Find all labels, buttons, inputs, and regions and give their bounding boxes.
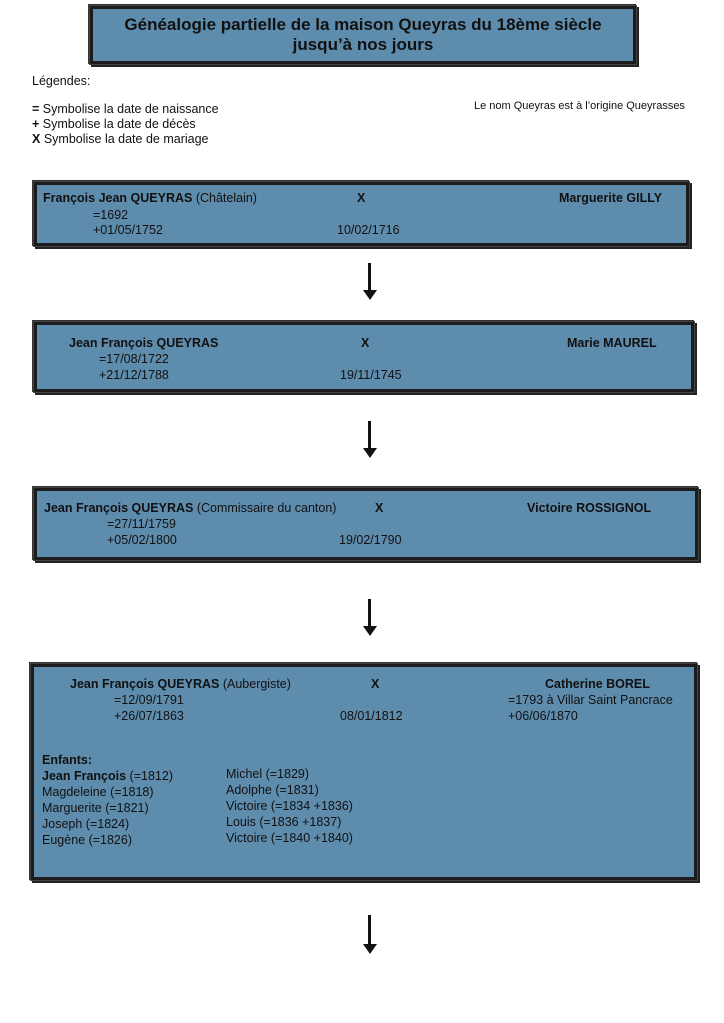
husband-name: Jean François QUEYRAS (69, 336, 219, 350)
husband-death: +21/12/1788 (99, 368, 169, 382)
marriage-symbol: X (371, 677, 380, 691)
husband-death: +01/05/1752 (93, 223, 163, 237)
child-item: Adolphe (=1831) (226, 783, 319, 797)
husband-line (44, 501, 336, 515)
marriage-date: 10/02/1716 (337, 223, 400, 237)
marriage-date: 08/01/1812 (340, 709, 403, 723)
page-title-line2: jusqu’à nos jours (292, 35, 434, 54)
legend-symbol: + (32, 117, 40, 131)
wife-death: +06/06/1870 (508, 709, 578, 723)
husband-line (43, 191, 257, 205)
generation-box-3 (34, 488, 698, 560)
husband-death: +05/02/1800 (107, 533, 177, 547)
child-item: Marguerite (=1821) (42, 801, 149, 815)
husband-role: (Châtelain) (192, 191, 257, 205)
husband-death: +26/07/1863 (114, 709, 184, 723)
legend-text: Symbolise la date de décès (39, 117, 196, 131)
child-item: Victoire (=1840 +1840) (226, 831, 353, 845)
husband-birth: =12/09/1791 (114, 693, 184, 707)
down-arrow-icon (363, 599, 377, 637)
marriage-symbol: X (357, 191, 366, 205)
marriage-symbol: X (375, 501, 384, 515)
husband-line (70, 677, 291, 691)
child-item: Michel (=1829) (226, 767, 310, 781)
legend-item-death (32, 117, 196, 132)
wife-name: Catherine BOREL (545, 677, 650, 691)
husband-name: Jean François QUEYRAS (70, 677, 220, 691)
legend-symbol: X (32, 132, 41, 146)
child-item: Joseph (=1824) (42, 817, 130, 831)
down-arrow-icon (363, 421, 377, 459)
down-arrow-icon (363, 263, 377, 301)
wife-birth: =1793 à Villar Saint Pancrace (508, 693, 673, 707)
husband-role: (Commissaire du canton) (193, 501, 337, 515)
child-item: Eugène (=1826) (42, 833, 133, 847)
legend-heading: Légendes: (32, 74, 91, 88)
marriage-date: 19/11/1745 (340, 368, 402, 382)
husband-birth: =1692 (93, 208, 129, 222)
child-item: Victoire (=1834 +1836) (226, 799, 353, 813)
name-origin-note: Le nom Queyras est à l’origine Queyrasses (474, 100, 685, 112)
husband-birth: =17/08/1722 (99, 352, 169, 366)
husband-name: Jean François QUEYRAS (44, 501, 194, 515)
legend-text: Symbolise la date de naissance (39, 102, 219, 116)
marriage-symbol: X (361, 336, 370, 350)
child-item: Louis (=1836 +1837) (226, 815, 342, 829)
wife-name: Marie MAUREL (567, 336, 657, 350)
children-heading: Enfants: (42, 753, 92, 767)
husband-role: (Aubergiste) (219, 677, 291, 691)
generation-box-2 (34, 322, 694, 392)
marriage-date: 19/02/1790 (339, 533, 402, 547)
page-title-line1: Généalogie partielle de la maison Queyras du 18ème siècle (124, 15, 602, 34)
child-item: Magdeleine (=1818) (42, 785, 154, 799)
title-banner (90, 6, 636, 64)
down-arrow-icon (363, 915, 377, 955)
legend-text: Symbolise la date de mariage (40, 132, 209, 146)
legend-symbol: = (32, 102, 40, 116)
legend-item-birth (32, 102, 219, 117)
husband-birth: =27/11/1759 (107, 517, 176, 531)
legend-item-marriage (32, 132, 209, 147)
generation-box-4 (31, 664, 697, 880)
generation-box-1 (34, 182, 689, 246)
wife-name: Marguerite GILLY (559, 191, 663, 205)
husband-name: François Jean QUEYRAS (43, 191, 193, 205)
wife-name: Victoire ROSSIGNOL (527, 501, 652, 515)
child-item: Jean François (=1812) (42, 769, 173, 783)
